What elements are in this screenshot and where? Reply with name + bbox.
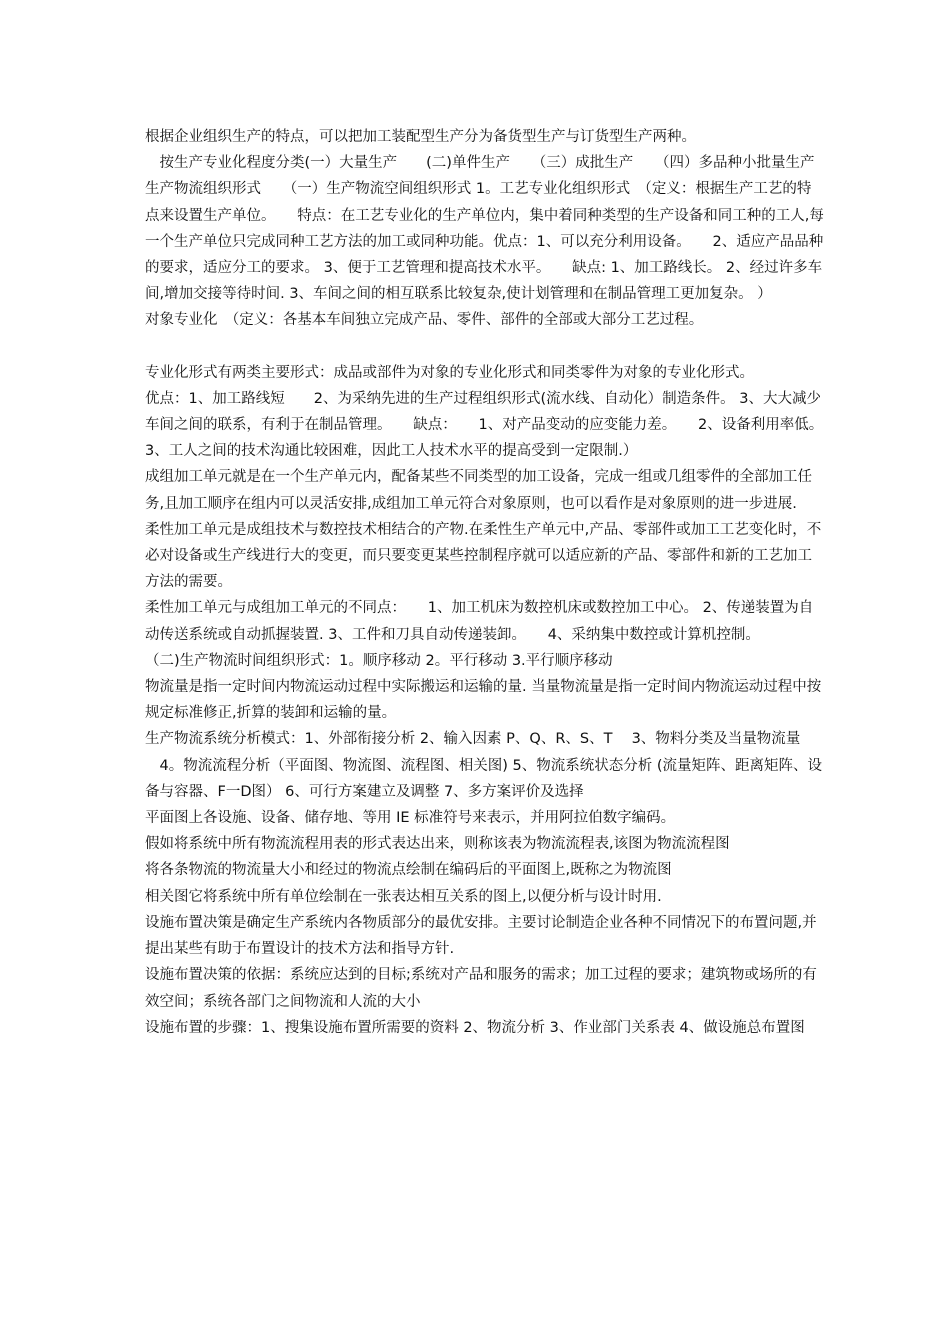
paragraph: 平面图上各设施、设备、储存地、等用 IE 标准符号来表示，并用阿拉伯数字编码。: [145, 810, 676, 827]
paragraph: 优点：1、加工路线短 2、为采纳先进的生产过程组织形式(流水线、自动化）制造条件。 3、大大减少车间之间的联系，有利于在制品管理。 缺点： 1、对产品变动的应变能力差。 2、设备利用率低。 3、工人之间的技术沟通比较困难，因此工人技术水平的提高受到一定限制.）: [145, 390, 845, 460]
paragraph: 成组加工单元就是在一个生产单元内，配备某些不同类型的加工设备，完成一组或几组零件的全部加工任务,且加工顺序在组内可以灵活安排,成组加工单元符合对象原则，也可以看作是对象原则的进一步进展.: [145, 469, 812, 512]
paragraph: 按生产专业化程度分类(一）大量生产 (二)单件生产 （三）成批生产 （四）多品种小批量生产: [145, 155, 815, 172]
paragraph: 假如将系统中所有物流流程用表的形式表达出来，则称该表为物流流程表,该图为物流流程图: [145, 836, 730, 853]
paragraph: 设施布置的步骤：1、搜集设施布置所需要的资料 2、物流分析 3、作业部门关系表 4、做设施总布置图: [145, 1019, 805, 1036]
paragraph: 设施布置决策是确定生产系统内各物质部分的最优安排。主要讨论制造企业各种不同情况下的布置问题,并提出某些有助于布置设计的技术方法和指导方针.: [145, 914, 817, 958]
paragraph: 生产物流组织形式 （一）生产物流空间组织形式 1。工艺专业化组织形式 （定义：根据生产工艺的特点来设置生产单位。 特点：在工艺专业化的生产单位内，集中着同种类型的生产设备和同工种的工人,每一个生产单位只完成同种工艺方法的加工或同种功能。优点：1、可以充分利用设备。 2、适应产品品种的要求，适应分工的要求。 3、便于工艺管理和提高技术水平。 缺点: 1、加工路线长。 2、经过许多车间,增加交接等待时间. 3、车间之间的相互联系比较复杂,使计划管理和在制品管理工更加复杂。 ）: [145, 181, 824, 303]
paragraph: 根据企业组织生产的特点，可以把加工装配型生产分为备货型生产与订货型生产两种。: [145, 129, 696, 145]
paragraph: 对象专业化 （定义：各基本车间独立完成产品、零件、部件的全部或大部分工艺过程。: [145, 312, 704, 329]
paragraph: 专业化形式有两类主要形式：成品或部件为对象的专业化形式和同类零件为对象的专业化形式。: [145, 364, 754, 381]
paragraph: 柔性加工单元与成组加工单元的不同点： 1、加工机床为数控机床或数控加工中心。 2、传递装置为自动传送系统或自动抓握装置. 3、工件和刀具自动传递装卸。 4、采纳集中数控或计算机控制。: [145, 600, 814, 643]
paragraph-spacer: [145, 334, 825, 360]
paragraph: 将各条物流的物流量大小和经过的物流点绘制在编码后的平面图上,既称之为物流图: [145, 862, 672, 879]
paragraph: 柔性加工单元是成组技术与数控技术相结合的产物.在柔性生产单元中,产品、零部件或加工工艺变化时，不必对设备或生产线进行大的变更，而只要变更某些控制程序就可以适应新的产品、零部件和新的工艺加工方法的需要。: [145, 521, 822, 591]
paragraph: 物流量是指一定时间内物流运动过程中实际搬运和运输的量. 当量物流量是指一定时间内物流运动过程中按规定标准修正,折算的装卸和运输的量。: [145, 679, 822, 722]
paragraph: 相关图它将系统中所有单位绘制在一张表达相互关系的图上,以便分析与设计时用.: [145, 888, 662, 905]
paragraph: 4。物流流程分析（平面图、物流图、流程图、相关图) 5、物流系统状态分析 (流量矩阵、距离矩阵、设备与容器、F一D图） 6、可行方案建立及调整 7、多方案评价及选择: [145, 757, 822, 800]
paragraph: （二)生产物流时间组织形式：1。顺序移动 2。平行移动 3.平行顺序移动: [145, 652, 613, 669]
paragraph: 设施布置决策的依据：系统应达到的目标;系统对产品和服务的需求；加工过程的要求；建筑物或场所的有效空间；系统各部门之间物流和人流的大小: [145, 967, 817, 1010]
paragraph: 生产物流系统分析模式：1、外部衔接分析 2、输入因素 P、Q、R、S、T 3、物料分类及当量物流量: [145, 731, 801, 748]
document-body: [145, 124, 845, 1041]
